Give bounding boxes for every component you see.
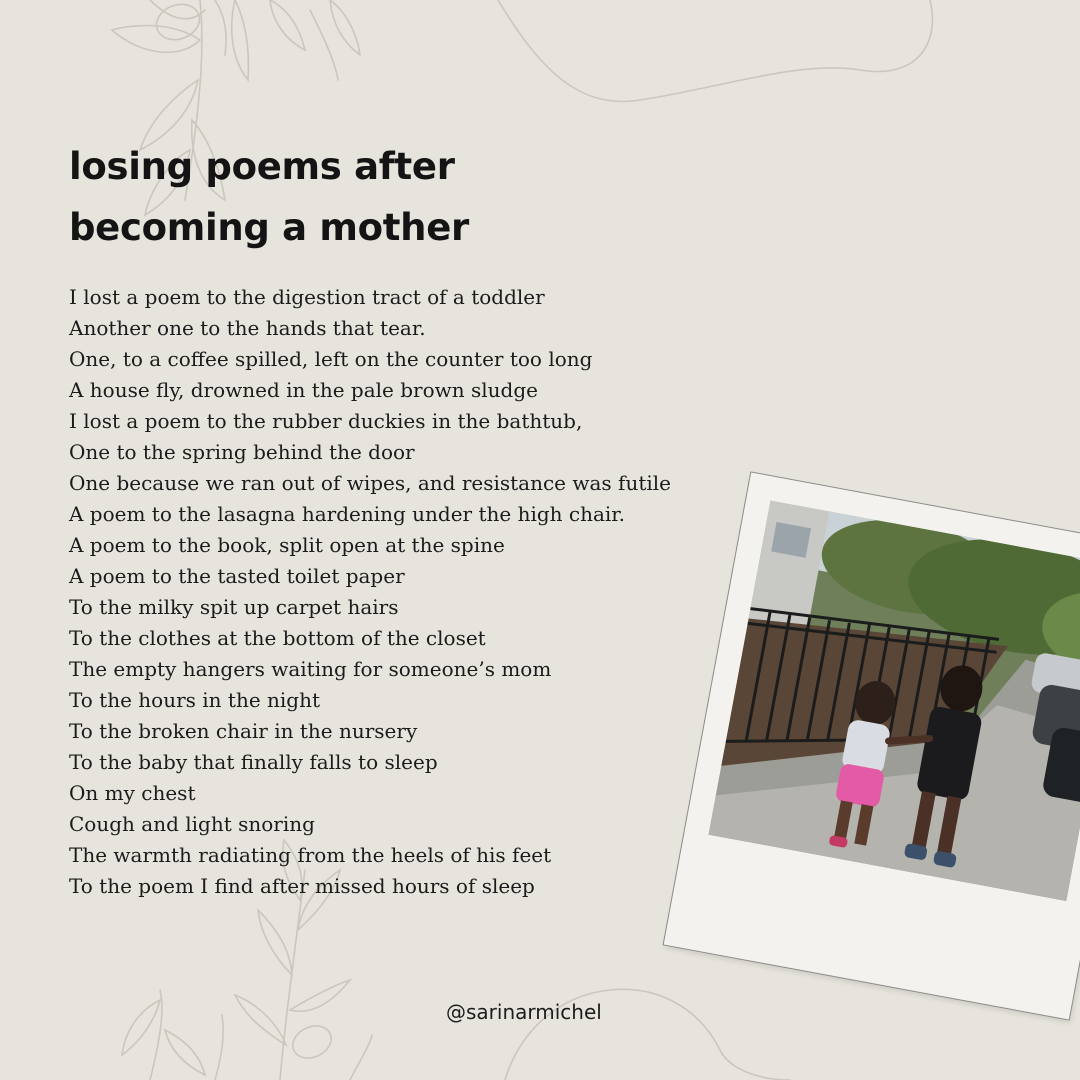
poem-line: To the hours in the night: [69, 688, 321, 712]
poem-line: One because we ran out of wipes, and resistance was futile: [69, 471, 671, 495]
poem-line: To the clothes at the bottom of the closet: [69, 626, 486, 650]
poem-line: To the milky spit up carpet hairs: [69, 595, 399, 619]
author-handle: @sarinarmichel: [446, 1000, 602, 1024]
poem-title: [69, 136, 469, 258]
poem-line: I lost a poem to the rubber duckies in the bathtub,: [69, 409, 583, 433]
poem-line: A house fly, drowned in the pale brown sludge: [69, 378, 538, 402]
poem-line: A poem to the lasagna hardening under the high chair.: [69, 502, 626, 526]
photo-illustration: [708, 500, 1080, 901]
polaroid-frame: [664, 472, 1080, 1019]
poem-line: One, to a coffee spilled, left on the counter too long: [69, 347, 593, 371]
poem-body: [69, 282, 671, 902]
poem-line: A poem to the book, split open at the spine: [69, 533, 505, 557]
poem-line: A poem to the tasted toilet paper: [69, 564, 405, 588]
poem-line: One to the spring behind the door: [69, 440, 415, 464]
poem-title-line-2: becoming a mother: [69, 206, 469, 249]
poem-title-line-1: losing poems after: [69, 145, 455, 188]
poem-line: To the broken chair in the nursery: [69, 719, 418, 743]
photo-two-children-walking: [708, 500, 1080, 901]
poem-line: To the poem I find after missed hours of sleep: [69, 874, 535, 898]
poem-line: Another one to the hands that tear.: [69, 316, 426, 340]
poem-line: I lost a poem to the digestion tract of a toddler: [69, 285, 545, 309]
poem-line: The warmth radiating from the heels of his feet: [69, 843, 552, 867]
poem-line: To the baby that finally falls to sleep: [69, 750, 438, 774]
poem-line: The empty hangers waiting for someone’s mom: [69, 657, 552, 681]
poem-line: On my chest: [69, 781, 196, 805]
poem-line: Cough and light snoring: [69, 812, 315, 836]
